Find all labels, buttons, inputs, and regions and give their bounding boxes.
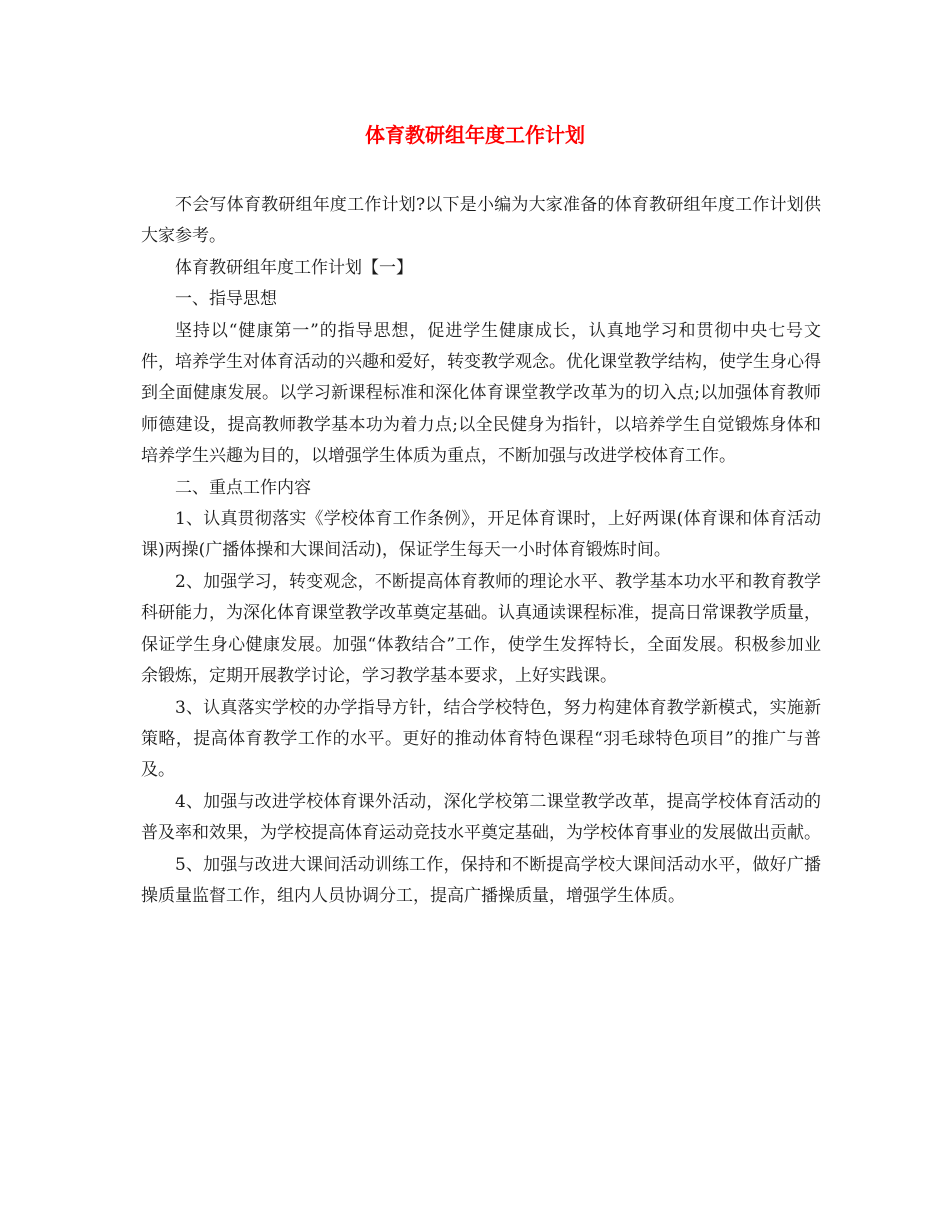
section-heading-plan-one: 体育教研组年度工作计划【一】 xyxy=(175,257,413,278)
key-work-item-4: 4、加强与改进学校体育课外活动，深化学校第二课堂教学改革，提高学校体育活动的普及率和效果，为学校提高体育运动竞技水平奠定基础，为学校体育事业的发展做出贡献。 xyxy=(141,791,821,844)
section-heading-key-work: 二、重点工作内容 xyxy=(175,477,311,498)
intro-paragraph: 不会写体育教研组年度工作计划?以下是小编为大家准备的体育教研组年度工作计划供大家参考。 xyxy=(141,195,821,247)
guiding-ideology-paragraph: 坚持以“健康第一”的指导思想，促进学生健康成长，认真地学习和贯彻中央七号文件，培养学生对体育活动的兴趣和爱好，转变教学观念。优化课堂教学结构，使学生身心得到全面健康发展。以学习新课程标准和深化体育课堂教学改革为的切入点;以加强体育教师师德建设，提高教师教学基本功为着力点;以全民健身为指针，以培养学生自觉锻炼身体和培养学生兴趣为目的，以增强学生体质为重点，不断加强与改进学校体育工作。 xyxy=(141,320,821,467)
key-work-item-2: 2、加强学习，转变观念，不断提高体育教师的理论水平、教学基本功水平和教育教学科研能力，为深化体育课堂教学改革奠定基础。认真通读课程标准，提高日常课教学质量，保证学生身心健康发展。加强“体教结合”工作，使学生发挥特长，全面发展。积极参加业余锻炼，定期开展教学讨论，学习教学基本要求，上好实践课。 xyxy=(141,571,821,687)
document-body xyxy=(141,190,821,912)
key-work-item-3: 3、认真落实学校的办学指导方针，结合学校特色，努力构建体育教学新模式，实施新策略，提高体育教学工作的水平。更好的推动体育特色课程“羽毛球特色项目”的推广与普及。 xyxy=(141,697,821,781)
section-heading-guiding-ideology: 一、指导思想 xyxy=(175,289,277,310)
document-title: 体育教研组年度工作计划 xyxy=(365,123,585,147)
key-work-item-5: 5、加强与改进大课间活动训练工作，保持和不断提高学校大课间活动水平，做好广播操质量监督工作，组内人员协调分工，提高广播操质量，增强学生体质。 xyxy=(141,854,821,906)
key-work-item-1: 1、认真贯彻落实《学校体育工作条例》，开足体育课时，上好两课(体育课和体育活动课)两操(广播体操和大课间活动)，保证学生每天一小时体育锻炼时间。 xyxy=(141,509,821,561)
